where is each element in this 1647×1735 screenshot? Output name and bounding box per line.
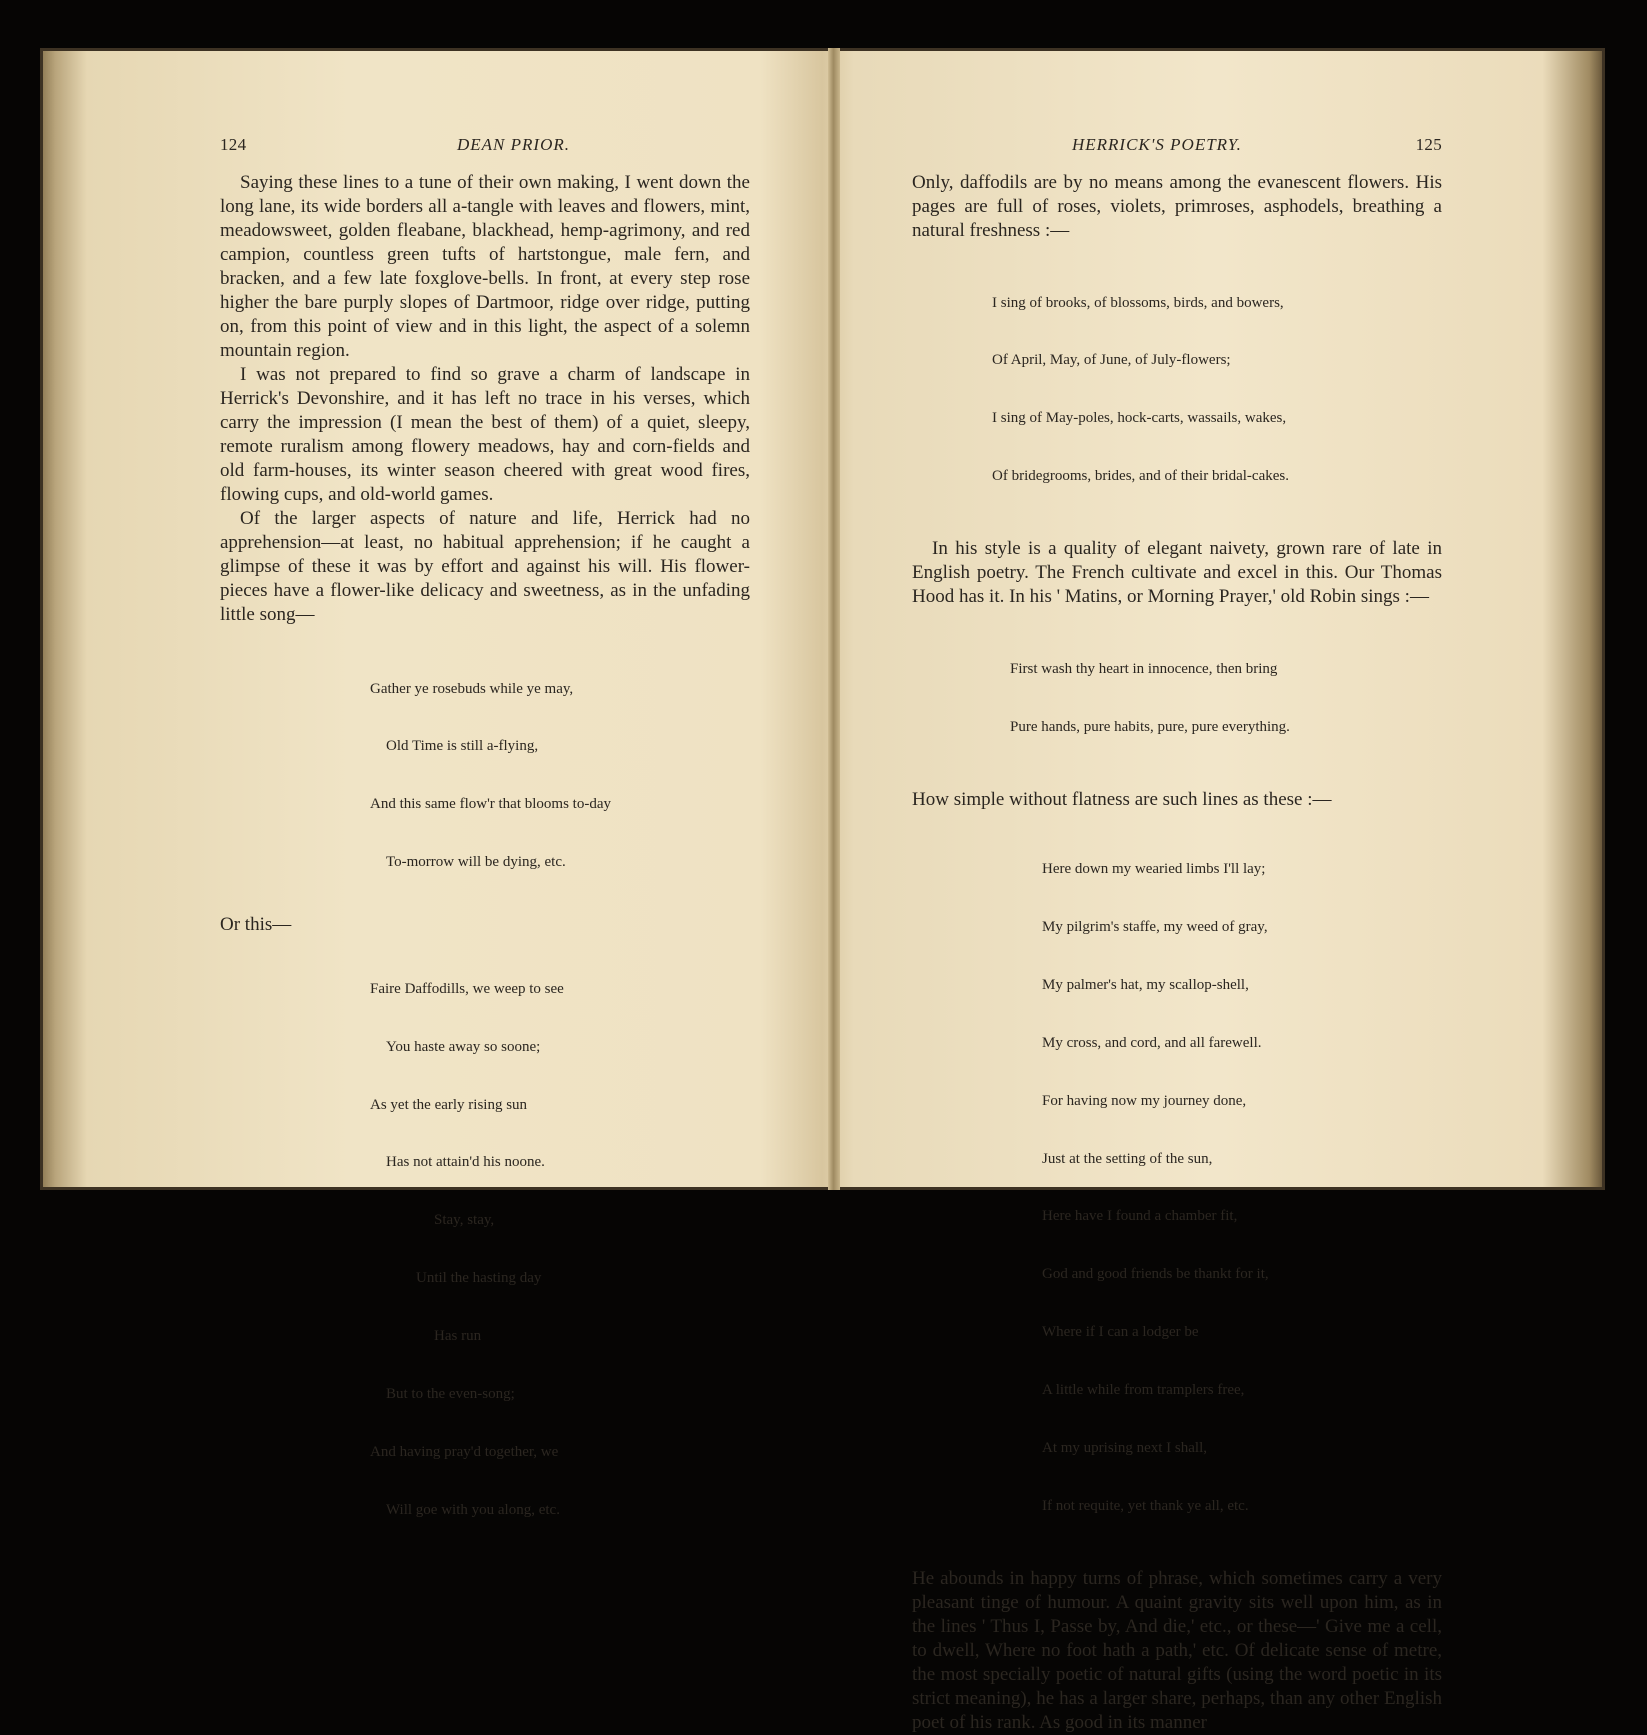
verse-line: Faire Daffodills, we weep to see	[370, 980, 564, 997]
verse-line: My palmer's hat, my scallop-shell,	[1042, 976, 1249, 993]
verse-line: Will goe with you along, etc.	[386, 1501, 560, 1518]
verse-line: My cross, and cord, and all farewell.	[1042, 1034, 1262, 1051]
verse-line: First wash thy heart in innocence, then bring	[1010, 660, 1278, 677]
right-page-number: 125	[1415, 135, 1442, 154]
left-paragraph-1: Saying these lines to a tune of their own making, I went down the long lane, its wide borders all a-tangle with leaves and flowers, mint, meadowsweet, golden fleabane, blackhead, hemp-agrimony, and red campion, countless green tufts of hartstongue, male fern, and bracken, and a few late foxglove-bells. In front, at every step rose higher the bare purply slopes of Dartmoor, ridge over ridge, putting on, from this point of view and in this light, the aspect of a solemn mountain region.	[220, 172, 750, 361]
verse-line: And this same flow'r that blooms to-day	[370, 796, 612, 813]
left-poem-1	[370, 641, 750, 911]
left-poem-2	[370, 941, 750, 1559]
verse-line: But to the even-song;	[386, 1385, 515, 1402]
verse-line: And having pray'd together, we	[370, 1443, 559, 1460]
verse-line: My pilgrim's staffe, my weed of gray,	[1042, 919, 1268, 936]
verse-line: For having now my journey done,	[1042, 1092, 1247, 1109]
verse-line: Here have I found a chamber fit,	[1042, 1208, 1238, 1225]
left-running-title: DEAN PRIOR.	[457, 135, 570, 154]
left-page-number: 124	[220, 135, 247, 154]
verse-line: God and good friends be thankt for it,	[1042, 1266, 1269, 1283]
right-paragraph-2: In his style is a quality of elegant naivety, grown rare of late in English poetry. The French cultivate and excel in this. Our Thomas Hood has it. In his ' Matins, or Morning Prayer,' old Robin sings :—	[912, 538, 1442, 608]
verse-line: Until the hasting day	[416, 1270, 542, 1287]
left-paragraph-2: I was not prepared to find so grave a charm of landscape in Herrick's Devonshire, and it has left no trace in his verses, which carry the impression (I mean the best of them) of a quiet, sleepy, remote ruralism among flowery meadows, hay and corn-fields and old farm-houses, its winter season cheered with great wood fires, flowing cups, and old-world games.	[220, 364, 750, 505]
verse-line: A little while from tramplers free,	[1042, 1382, 1245, 1399]
verse-line: Old Time is still a-flying,	[386, 738, 539, 755]
verse-line: Pure hands, pure habits, pure, pure everything.	[1010, 718, 1290, 735]
right-poem-2	[1010, 621, 1442, 775]
left-or-this: Or this—	[220, 914, 292, 936]
verse-line: At my uprising next I shall,	[1042, 1440, 1207, 1457]
verse-line: Here down my wearied limbs I'll lay;	[1042, 861, 1266, 878]
right-paragraph-4: He abounds in happy turns of phrase, which sometimes carry a very pleasant tinge of humour. A quaint gravity sits well upon him, as in the lines ' Thus I, Passe by, And die,' etc., or these—' Give me a cell, to dwell, Where no foot hath a path,' etc. Of delicate sense of metre, the most specially poetic of natural gifts (using the word poetic in its strict meaning), he has a larger share, perhaps, than any other English poet of his rank. As good in its manner	[912, 1567, 1442, 1733]
verse-line: To-morrow will be dying, etc.	[386, 854, 566, 871]
left-paragraph-3: Of the larger aspects of nature and life, Herrick had no apprehension—at least, no habitual apprehension; if he caught a glimpse of these it was by effort and against his will. His flower-pieces have a flower-like delicacy and sweetness, as in the unfading little song—	[220, 508, 750, 625]
verse-line: Stay, stay,	[434, 1212, 495, 1229]
verse-line: Of April, May, of June, of July-flowers;	[992, 352, 1231, 369]
left-page	[220, 135, 750, 1559]
verse-line: I sing of May-poles, hock-carts, wassails, wakes,	[992, 410, 1287, 427]
left-running-head	[220, 135, 750, 155]
right-paragraph-3: How simple without flatness are such lines as these :—	[912, 788, 1332, 810]
verse-line: Has run	[434, 1328, 482, 1345]
verse-line: Where if I can a lodger be	[1042, 1324, 1199, 1341]
book-spine	[828, 48, 840, 1190]
verse-line: Gather ye rosebuds while ye may,	[370, 680, 574, 697]
right-page	[912, 135, 1442, 1735]
right-running-title: HERRICK'S POETRY.	[1072, 135, 1242, 154]
verse-line: Just at the setting of the sun,	[1042, 1150, 1213, 1167]
verse-line: Has not attain'd his noone.	[386, 1154, 545, 1171]
verse-line: If not requite, yet thank ye all, etc.	[1042, 1497, 1249, 1514]
right-running-head	[912, 135, 1442, 155]
right-paragraph-1: Only, daffodils are by no means among the evanescent flowers. His pages are full of roses, violets, primroses, asphodels, breathing a natural freshness :—	[912, 172, 1442, 241]
right-poem-1	[992, 255, 1442, 525]
verse-line: Of bridegrooms, brides, and of their bridal-cakes.	[992, 468, 1289, 485]
verse-line: I sing of brooks, of blossoms, birds, and bowers,	[992, 294, 1284, 311]
verse-line: As yet the early rising sun	[370, 1096, 528, 1113]
right-poem-3	[1042, 822, 1442, 1555]
verse-line: You haste away so soone;	[386, 1038, 541, 1055]
